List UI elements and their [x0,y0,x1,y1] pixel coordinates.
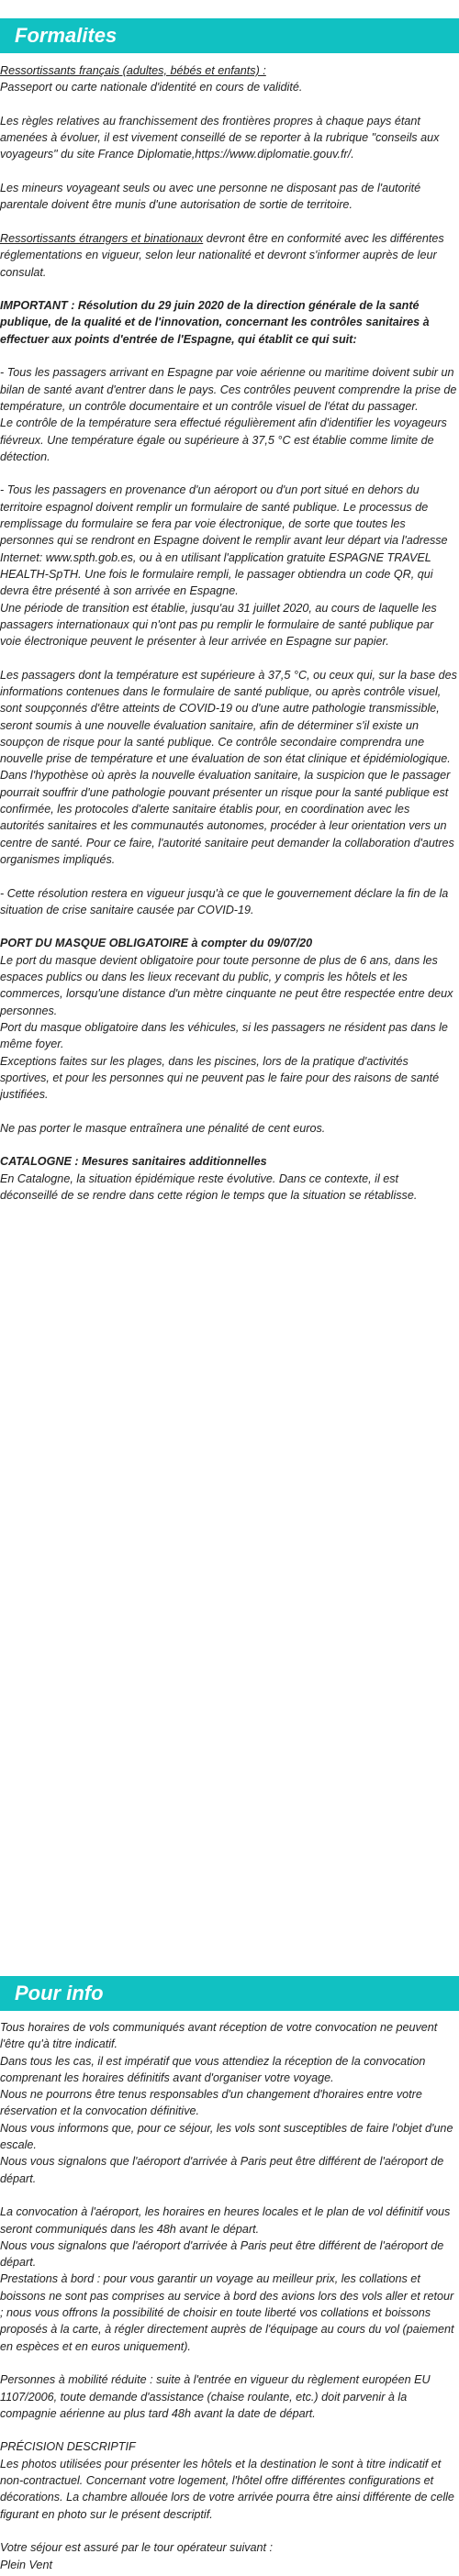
paragraph: Les mineurs voyageant seuls ou avec une personne ne disposant pas de l'autorité parentale doivent être munis d'une autorisation de sortie de territoire. [0,182,421,212]
subheading: PORT DU MASQUE OBLIGATOIRE à compter du 09/07/20 [0,937,313,950]
paragraph [0,935,457,1103]
paragraph: Personnes à mobilité réduite : suite à l'entrée en vigueur du règlement européen EU 1107/2006, toute demande d'assistance (chaise roulante, etc.) doit parvenir à la compagnie aérienne au plus tard 48h avant la date de départ. [0,2373,431,2420]
text: Passeport ou carte nationale d'identité en cours de validité. [0,81,303,94]
pour-info-content [0,2019,457,2573]
subheading: Ressortissants étrangers et binationaux [0,231,204,245]
subheading: CATALOGNE : Mesures sanitaires additionnelles [0,1155,267,1169]
paragraph: - Tous les passagers arrivant en Espagne par voie aérienne ou maritime doivent subir un bilan de santé avant d'entrer dans le pays. Ces contrôles peuvent comprendre la prise de température, un contrôle documentaire et un contrôle visuel de l'état du passager. Le contrôle de la température sera effectué régulièrement afin d'identifier les voyageurs fiévreux. Une température égale ou supérieure à 37,5 °C est établie comme limite de détection. [0,366,457,463]
text: Le port du masque devient obligatoire pour toute personne de plus de 6 ans, dans les espaces publics ou dans les lieux recevant du public, y compris les hôtels et les commerces, lorsqu'une distance d'un mètre cinquante ne peut être respectée entre deux personnes. Port du masque obligatoire dans les véhicules, si les passagers ne résident pas dans le même foyer. Exceptions faites sur les plages, dans les piscines, lors de la pratique d'activités sportives, et pour les personnes qui ne peuvent pas le faire pour des raisons de santé justifiées. [0,953,453,1102]
paragraph: Les règles relatives au franchissement des frontières propres à chaque pays étant amenées à évoluer, il est vivement conseillé de se reporter à la rubrique "conseils aux voyageurs" du site France Diplomatie,https://www.diplomatie.gouv.fr/. [0,114,440,161]
paragraph: PRÉCISION DESCRIPTIF Les photos utilisées pour présenter les hôtels et la destination le sont à titre indicatif et non-contractuel. Concernant votre logement, l'hôtel offre différentes configurations et décorations. La chambre allouée lors de votre arrivée pourra être ainsi différente de celle figurant en photo sur le présent descriptif. [0,2440,454,2521]
paragraph [0,1153,457,1204]
text: En Catalogne, la situation épidémique reste évolutive. Dans ce contexte, il est déconseillé de se rendre dans cette région le temps que la situation se rétablisse. [0,1171,418,1202]
paragraph: Ne pas porter le masque entraînera une pénalité de cent euros. [0,1121,326,1135]
paragraph: Votre séjour est assuré par le tour opérateur suivant : Plein Vent [0,2541,274,2571]
subheading: Ressortissants français (adultes, bébés et enfants) : [0,64,266,77]
paragraph: - Tous les passagers en provenance d'un aéroport ou d'un port situé en dehors du territoire espagnol doivent remplir un formulaire de santé publique. Le processus de remplissage du formulaire se fera par voie électronique, de sorte que toutes les personnes qui se rendront en Espagne doivent le remplir avant leur départ via l'adresse Internet: www.spth.gob.es, ou à en utilisant l'application gratuite ESPAGNE TRAVEL HEALTH-SpTH. Une fois le formulaire rempli, le passager obtiendra un code QR, qui devra être présenté à son arrivée en Espagne. Une période de transition est établie, jusqu'au 31 juillet 2020, au cours de laquelle les passagers internationaux qui n'ont pas pu remplir le formulaire de santé publique par voie électronique peuvent le présenter à leur arrivée en Espagne sur papier. [0,483,448,649]
section-title: Pour info [15,1982,104,2004]
section-header-formalites [0,18,459,53]
paragraph: Les passagers dont la température est supérieure à 37,5 °C, ou ceux qui, sur la base des informations contenues dans le formulaire de santé publique, ou après contrôle visuel, sont soupçonnés d'être atteints de COVID-19 ou d'une autre pathologie transmissible, seront soumis à une nouvelle évaluation sanitaire, afin de déterminer s'il existe un soupçon de risque pour la santé publique. Ce contrôle secondaire comprendra une nouvelle prise de température et une évaluation de son état clinique et épidémiologique. Dans l'hypothèse où après la nouvelle évaluation sanitaire, la suspicion que le passager pourrait souffrir d'une pathologie pouvant présenter un risque pour la santé publique est confirmée, les protocoles d'alerte sanitaire établis pour, en coordination avec les autorités sanitaires et les communautés autonomes, procéder à leur orientation vers un centre de santé. Pour ce faire, l'autorité sanitaire peut demander la collaboration d'autres organismes impliqués. [0,668,457,866]
section-header-pour-info [0,1976,459,2011]
paragraph [0,230,457,281]
text: devront être en conformité avec les différentes réglementations en vigueur, selon leur nationalité et devront s'informer auprès de leur consulat. [0,231,444,279]
paragraph [0,62,457,96]
formalites-content [0,62,457,1204]
paragraph: La convocation à l'aéroport, les horaires en heures locales et le plan de vol définitif vous seront communiqués dans les 48h avant le départ. Nous vous signalons que l'aéroport d'arrivée à Paris peut être différent de l'aéroport de départ. Prestations à bord : pour vous garantir un voyage au meilleur prix, les collations et boissons ne sont pas comprises au service à bord des avions lors des vols aller et retour ; nous vous offrons la possibilité de choisir en toute liberté vos collations et boissons proposés à la carte, à régler directement auprès de l'équipage au cours du vol (paiement en espèces et en euros uniquement). [0,2205,454,2353]
paragraph: - Cette résolution restera en vigueur jusqu'à ce que le gouvernement déclare la fin de la situation de crise sanitaire causée par COVID-19. [0,886,449,916]
important-paragraph: IMPORTANT : Résolution du 29 juin 2020 de la direction générale de la santé publique, de la qualité et de l'innovation, concernant les contrôles sanitaires à effectuer aux points d'entrée de l'Espagne, qui établit ce qui suit: [0,299,430,346]
section-title: Formalites [15,24,118,47]
paragraph: Tous horaires de vols communiqués avant réception de votre convocation ne peuvent l'être qu'à titre indicatif. Dans tous les cas, il est impératif que vous attendiez la réception de la convocation comprenant les horaires définitifs avant d'organiser votre voyage. Nous ne pourrons être tenus responsables d'un changement d'horaires entre votre réservation et la convocation définitive. Nous vous informons que, pour ce séjour, les vols sont susceptibles de faire l'objet d'une escale. Nous vous signalons que l'aéroport d'arrivée à Paris peut être différent de l'aéroport de départ. [0,2021,453,2185]
